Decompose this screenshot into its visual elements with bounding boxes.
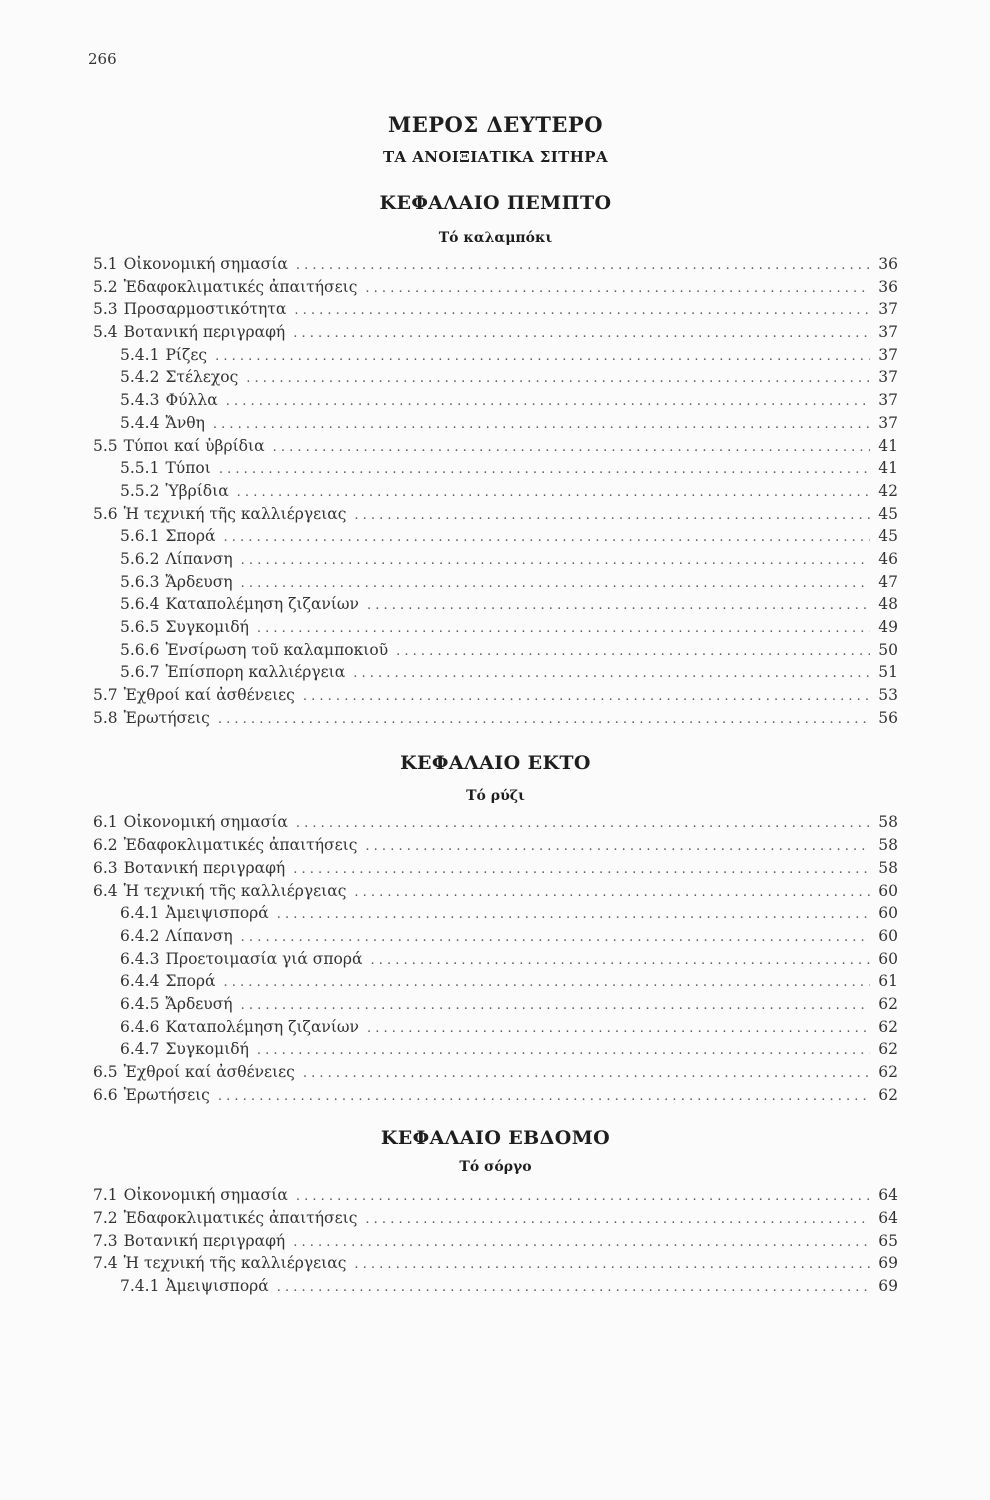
entry-page-number: 37 [878,368,898,387]
entry-title: Προσαρμοστικότητα [123,300,287,319]
entry-number: 6.4.1 [120,904,160,923]
entry-title: Ἐνσίρωση τοῦ καλαμποκιοῦ [165,640,389,659]
toc-entry[interactable] [93,480,898,503]
dot-leader [367,595,870,618]
dot-leader [365,836,870,859]
chapter-title: ΚΕΦΑΛΑΙΟ ΠΕΜΠΤΟ [379,192,612,214]
entry-number: 5.4.2 [120,368,160,387]
entry-title: Ἐπίσπορη καλλιέργεια [165,663,346,682]
entry-page-number: 62 [878,1085,898,1104]
dot-leader [215,346,870,369]
dot-leader [354,882,870,905]
toc-entry[interactable] [93,970,898,993]
entry-number: 6.4 [93,881,118,900]
chapter-subtitle: Τό ρύζι [466,788,525,805]
entry-number: 6.1 [93,813,118,832]
entry-page-number: 60 [878,926,898,945]
toc-entry[interactable] [93,684,898,707]
entry-number: 5.2 [93,277,118,296]
toc-entry[interactable] [93,661,898,684]
toc-entry[interactable] [93,366,898,389]
entry-number: 5.4.3 [120,391,160,410]
entry-page-number: 64 [878,1186,898,1205]
entry-title: Βοτανική περιγραφή [123,858,286,877]
entry-page-number: 60 [878,949,898,968]
entry-page-number: 47 [878,572,898,591]
dot-leader [241,573,870,596]
entry-page-number: 62 [878,1063,898,1081]
entry-title: Ἀμειψισπορά [165,1277,269,1296]
dot-leader [277,1277,870,1300]
entry-title: Προετοιμασία γιά σπορά [165,949,363,968]
entry-page-number: 61 [878,972,898,991]
dot-leader [370,950,870,973]
page-number: 266 [88,50,117,68]
entry-page-number: 62 [878,1017,898,1036]
entry-page-number: 37 [878,391,898,410]
dot-leader [303,1063,870,1086]
toc-entry[interactable] [93,525,898,548]
entry-title: Ἐρωτήσεις [123,1085,210,1104]
toc-entry[interactable] [93,412,898,435]
entry-page-number: 62 [878,994,898,1013]
entry-number: 5.8 [93,708,118,727]
dot-leader [246,368,870,391]
entry-page-number: 41 [878,436,898,455]
toc-entry[interactable] [93,857,898,880]
dot-leader [277,904,870,927]
entry-title: Ἄνθη [165,413,205,432]
entry-title: Συγκομιδή [165,1040,249,1059]
entry-title: Βοτανική περιγραφή [123,1231,286,1250]
part-title: ΜΕΡΟΣ ΔΕΥΤΕΡΟ [387,112,603,137]
entry-title: Ὑβρίδια [165,481,229,500]
dot-leader [354,1254,870,1277]
toc-entry[interactable] [93,616,898,639]
dot-leader [296,813,870,836]
dot-leader [226,391,870,414]
entry-title: Συγκομιδή [165,618,249,636]
entry-number: 6.4.4 [120,972,160,991]
entry-page-number: 53 [878,686,898,705]
chapter-subtitle: Τό σόργο [459,1159,532,1176]
entry-page-number: 49 [878,618,898,636]
toc-entry[interactable] [93,1061,898,1084]
entry-title: Ρίζες [165,345,208,364]
entry-page-number: 60 [878,881,898,900]
chapter-section [93,188,898,729]
chapter-entries [93,1184,898,1297]
entry-number: 5.4.1 [120,345,160,364]
entry-number: 5.4.4 [120,413,160,432]
toc-entry[interactable] [93,925,898,948]
entry-title: Τύποι [165,459,211,478]
entry-number: 5.6.5 [120,618,160,636]
entry-page-number: 36 [878,255,898,273]
entry-title: Οἰκονομική σημασία [123,1186,288,1205]
toc-entry[interactable] [93,276,898,299]
entry-number: 6.4.6 [120,1017,160,1036]
entry-title: Τύποι καί ὑβρίδια [123,436,265,455]
dot-leader [353,663,870,686]
dot-leader [354,505,870,528]
entry-page-number: 36 [878,277,898,296]
entry-title: Φύλλα [165,391,218,410]
chapter-section [93,748,898,1106]
entry-title: Ἐδαφοκλιματικές ἀπαιτήσεις [123,277,358,296]
chapter-entries [93,811,898,1106]
entry-number: 6.5 [93,1063,118,1081]
toc-entry[interactable] [93,993,898,1016]
entry-title: Ἄρδευση [165,572,233,591]
entry-page-number: 41 [878,459,898,478]
dot-leader [273,437,870,460]
entry-page-number: 65 [878,1231,898,1250]
entry-page-number: 56 [878,708,898,727]
entry-number: 5.6.7 [120,663,160,682]
entry-number: 5.7 [93,686,118,705]
entry-title: Ἐδαφοκλιματικές ἀπαιτήσεις [123,1209,358,1228]
entry-number: 7.1 [93,1186,118,1205]
entry-number: 5.4 [93,323,118,342]
dot-leader [241,995,870,1018]
dot-leader [293,1232,870,1255]
entry-number: 5.5 [93,436,118,455]
toc-entry[interactable] [93,1184,898,1207]
dot-leader [293,323,870,346]
toc-entry[interactable] [93,1275,898,1298]
toc-entry[interactable] [93,344,898,367]
toc-entry[interactable] [93,880,898,903]
entry-number: 7.3 [93,1231,118,1250]
dot-leader [296,1186,870,1209]
chapter-entries [93,253,898,729]
entry-page-number: 37 [878,413,898,432]
toc-entry[interactable] [93,1084,898,1107]
entry-title: Ἐδαφοκλιματικές ἀπαιτήσεις [123,836,358,855]
dot-leader [241,550,870,573]
dot-leader [257,618,870,641]
entry-number: 5.6.4 [120,595,160,614]
entry-page-number: 42 [878,481,898,500]
toc-entry[interactable] [93,902,898,925]
entry-title: Λίπανση [165,549,233,568]
entry-title: Ἐχθροί καί ἀσθένειες [123,686,295,705]
entry-title: Βοτανική περιγραφή [123,323,286,342]
toc-entry[interactable] [93,707,898,730]
entry-title: Ἡ τεχνική τῆς καλλιέργειας [123,504,347,523]
dot-leader [224,527,870,550]
entry-number: 5.6.1 [120,527,160,546]
dot-leader [293,859,870,882]
entry-number: 5.6 [93,504,118,523]
dot-leader [367,1018,870,1041]
entry-number: 5.3 [93,300,118,319]
toc-entry[interactable] [93,948,898,971]
toc-entry[interactable] [93,639,898,662]
dot-leader [213,414,870,437]
dot-leader [237,482,870,505]
entry-number: 6.4.3 [120,949,160,968]
toc-entry[interactable] [93,298,898,321]
entry-title: Λίπανση [165,926,233,945]
entry-number: 5.6.6 [120,640,160,659]
entry-page-number: 46 [878,549,898,568]
entry-number: 5.6.2 [120,549,160,568]
dot-leader [294,300,870,323]
entry-number: 6.4.7 [120,1040,160,1059]
toc-entry[interactable] [93,1230,898,1253]
entry-number: 6.3 [93,858,118,877]
entry-page-number: 69 [878,1277,898,1296]
entry-page-number: 45 [878,527,898,546]
entry-page-number: 58 [878,858,898,877]
toc-entry[interactable] [93,253,898,276]
dot-leader [241,927,870,950]
toc-entry[interactable] [93,593,898,616]
entry-title: Ἡ τεχνική τῆς καλλιέργειας [123,881,347,900]
entry-title: Σπορά [165,972,216,991]
entry-page-number: 51 [878,663,898,682]
toc-entry[interactable] [93,503,898,526]
toc-entry[interactable] [93,1207,898,1230]
entry-page-number: 48 [878,595,898,614]
entry-page-number: 60 [878,904,898,923]
toc-entry[interactable] [93,811,898,834]
toc-entry[interactable] [93,1252,898,1275]
entry-number: 5.6.3 [120,572,160,591]
dot-leader [365,278,870,301]
dot-leader [219,459,870,482]
chapter-title: ΚΕΦΑΛΑΙΟ ΕΚΤΟ [400,752,591,775]
entry-title: Ἀμειψισπορά [165,904,269,923]
part-subtitle: ΤΑ ΑΝΟΙΞΙΑΤΙΚΑ ΣΙΤΗΡΑ [382,148,608,166]
entry-number: 6.4.2 [120,926,160,945]
toc-entry[interactable] [93,457,898,480]
entry-title: Οἰκονομική σημασία [123,813,288,832]
entry-page-number: 37 [878,345,898,364]
entry-title: Ἐρωτήσεις [123,708,210,727]
dot-leader [396,641,870,664]
dot-leader [365,1209,870,1232]
entry-page-number: 50 [878,640,898,659]
entry-number: 6.2 [93,836,118,855]
entry-number: 6.4.5 [120,994,160,1013]
entry-page-number: 58 [878,813,898,832]
entry-title: Καταπολέμηση ζιζανίων [165,595,359,614]
chapter-subtitle: Τό καλαμπόκι [438,230,553,246]
dot-leader [218,1086,870,1109]
dot-leader [224,972,870,995]
chapter-title: ΚΕΦΑΛΑΙΟ ΕΒΔΟΜΟ [380,1127,611,1150]
entry-number: 5.5.1 [120,459,160,478]
chapter-section [93,1123,898,1297]
toc-entry[interactable] [93,389,898,412]
entry-number: 7.4 [93,1254,118,1273]
dot-leader [257,1040,870,1063]
dot-leader [218,709,870,732]
entry-number: 7.2 [93,1209,118,1228]
entry-page-number: 37 [878,323,898,342]
entry-title: Οἰκονομική σημασία [123,255,288,273]
entry-number: 5.5.2 [120,481,160,500]
entry-number: 7.4.1 [120,1277,160,1296]
entry-number: 5.1 [93,255,118,273]
toc-entry[interactable] [93,321,898,344]
dot-leader [296,255,870,278]
entry-title: Καταπολέμηση ζιζανίων [165,1017,359,1036]
toc-entry[interactable] [93,1016,898,1039]
toc-entry[interactable] [93,435,898,458]
entry-title: Ἡ τεχνική τῆς καλλιέργειας [123,1254,347,1273]
dot-leader [303,686,870,709]
table-of-contents [93,110,898,1298]
toc-entry[interactable] [93,571,898,594]
entry-page-number: 69 [878,1254,898,1273]
entry-title: Στέλεχος [165,368,239,387]
toc-entry[interactable] [93,1038,898,1061]
toc-entry[interactable] [93,834,898,857]
entry-page-number: 64 [878,1209,898,1228]
entry-page-number: 58 [878,836,898,855]
entry-title: Ἐχθροί καί ἀσθένειες [123,1063,295,1081]
entry-title: Σπορά [165,527,216,546]
entry-title: Ἄρδευσή [165,994,233,1013]
entry-page-number: 45 [878,504,898,523]
toc-entry[interactable] [93,548,898,571]
entry-page-number: 37 [878,300,898,319]
entry-number: 6.6 [93,1085,118,1104]
entry-page-number: 62 [878,1040,898,1059]
